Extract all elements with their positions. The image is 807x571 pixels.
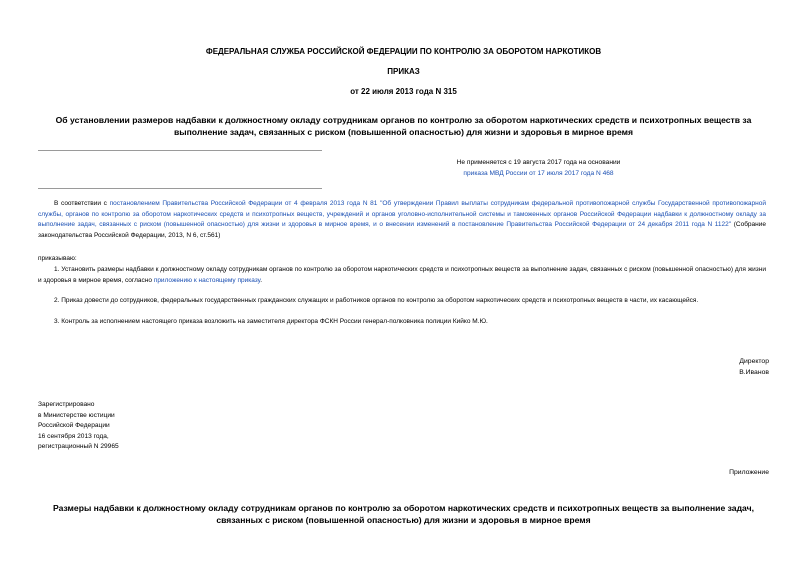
- document-heading: Об установлении размеров надбавки к должностному окладу сотрудникам органов по контролю за оборотом наркотических средств и психотропных веществ за выполнение задач, связанных с риском (повышенной опасностью) для жизни и здоровья в мирное время: [55, 115, 752, 137]
- document-date: от 22 июля 2013 года N 315: [350, 87, 457, 96]
- preamble-paragraph: [38, 199, 766, 241]
- registration-line-5: регистрационный N 29965: [38, 443, 119, 450]
- order-word: приказываю:: [38, 255, 77, 262]
- order-item-1: [38, 265, 766, 286]
- item-1-end: .: [260, 276, 263, 284]
- order-item-3: 3. Контроль за исполнением настоящего приказа возложить на заместителя директора ФСКН России генерал-полковника полиции Кийко М.Ю.: [54, 318, 488, 325]
- appendix-label: Приложение: [729, 469, 769, 476]
- note-divider-top: [38, 150, 322, 151]
- appendix-title: Размеры надбавки к должностному окладу сотрудникам органов по контролю за оборотом наркотических средств и психотропных веществ за выполнение задач, связанных с риском (повышенной опасностью) для жизни и здоровья в мирное время: [53, 503, 754, 525]
- registration-line-2: в Министерстве юстиции: [38, 411, 115, 419]
- preamble-end: (Собрание законодательства Российской Федерации, 2013, N 6, ст.561): [38, 221, 766, 239]
- document-type: ПРИКАЗ: [387, 67, 420, 76]
- organization-title: ФЕДЕРАЛЬНАЯ СЛУЖБА РОССИЙСКОЙ ФЕДЕРАЦИИ ПО КОНТРОЛЮ ЗА ОБОРОТОМ НАРКОТИКОВ: [205, 47, 602, 56]
- registration-block: [38, 400, 119, 453]
- registration-line-1: Зарегистрировано: [38, 401, 95, 408]
- registration-line-4: 16 сентября 2013 года,: [38, 432, 109, 440]
- government-decree-link[interactable]: постановлением Правительства Российской Федерации от 4 февраля 2013 года N 81 "Об утверждении Правил выплаты сотрудникам федеральной противопожарной службы Государственной противопожарной службы, органов по контролю за оборотом наркотических средств и психотропных веществ, учреждений и органов уголовно-исполнительной системы и таможенных органов Российской Федерации надбавки к должностному окладу за выполнение задач, связанных с риском (повышенной опасностью) для жизни и здоровья в мирное время, и о внесении изменений в постановление Правительства Российской Федерации от 24 декабря 2011 года N 1122": [38, 200, 767, 228]
- applicability-note: [0, 158, 807, 179]
- signatory-title: Директор: [739, 358, 769, 365]
- registration-line-3: Российской Федерации: [38, 422, 110, 429]
- signature-block: [739, 357, 769, 378]
- signatory-name: В.Иванов: [739, 368, 769, 376]
- order-item-2: 2. Приказ довести до сотрудников, федеральных государственных гражданских служащих и работников органов по контролю за оборотом наркотических средств и психотропных веществ в части, их касающейся.: [54, 297, 699, 304]
- appendix-link[interactable]: приложению к настоящему приказу: [153, 276, 261, 284]
- preamble-start: В соответствии с: [54, 200, 110, 207]
- note-link[interactable]: приказа МВД России от 17 июля 2017 года N 468: [463, 169, 614, 177]
- note-text: Не применяется с 19 августа 2017 года на основании: [456, 159, 621, 166]
- note-divider-bottom: [38, 188, 322, 189]
- item-1-text: 1. Установить размеры надбавки к должностному окладу сотрудникам органов по контролю за оборотом наркотических средств и психотропных веществ за выполнение задач, связанных с риском (повышенной опасностью) для жизни и здоровья в мирное время, согласно: [38, 266, 766, 284]
